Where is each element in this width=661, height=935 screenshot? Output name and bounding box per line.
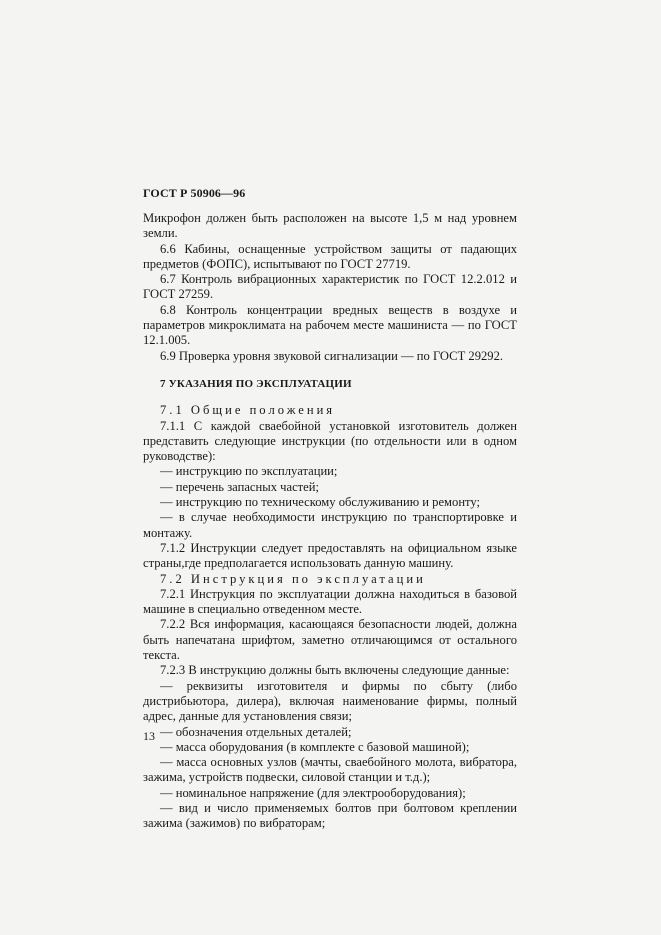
paragraph: 7.2.3 В инструкцию должны быть включены следующие данные:	[160, 663, 510, 678]
paragraph: 7.1.2 Инструкции следует предоставлять на официальном языке страны,где предполагается использовать данную машину.	[143, 540, 517, 571]
section-title: 7 УКАЗАНИЯ ПО ЭКСПЛУАТАЦИИ	[160, 377, 352, 390]
paragraph: 7.1.1 С каждой сваебойной установкой изготовитель должен представить следующие инструкции (по отдельности или в одном руководстве):	[143, 418, 517, 464]
list-item: — масса оборудования (в комплекте с базовой машиной);	[160, 739, 470, 754]
subsection-title: 7.1 Общие положения	[160, 403, 336, 418]
list-item: — реквизиты изготовителя и фирмы по сбыту (либо дистрибьютора, дилера), включая наименование фирмы, полный адрес, данные для установления связи;	[143, 678, 517, 724]
list-item: — обозначения отдельных деталей;	[160, 724, 352, 739]
list-item: — перечень запасных частей;	[160, 479, 320, 494]
paragraph: Микрофон должен быть расположен на высоте 1,5 м над уровнем земли.	[143, 211, 517, 241]
list-item: — масса основных узлов (мачты, сваебойного молота, вибратора, зажима, устройств подвески, силовой станции и т.д.);	[143, 755, 517, 785]
paragraph: 6.9 Проверка уровня звуковой сигнализации — по ГОСТ 29292.	[160, 348, 504, 363]
list-item: — инструкцию по эксплуатации;	[160, 464, 338, 479]
paragraph: 6.8 Контроль концентрации вредных веществ в воздухе и параметров микроклимата на рабочем месте машиниста — по ГОСТ 12.1.005.	[143, 302, 517, 348]
list-item: — вид и число применяемых болтов при болтовом креплении зажима (зажимов) по вибраторам;	[143, 800, 517, 831]
list-item: — в случае необходимости инструкцию по транспортировке и монтажу.	[143, 510, 517, 540]
paragraph: 7.2.2 Вся информация, касающаяся безопасности людей, должна быть напечатана шрифтом, заметно отличающимся от остального текста.	[143, 617, 517, 663]
page-number: 13	[143, 729, 155, 743]
list-item: — инструкцию по техническому обслуживанию и ремонту;	[160, 495, 481, 510]
standard-header: ГОСТ Р 50906—96	[143, 186, 246, 200]
paragraph: 6.7 Контроль вибрационных характеристик по ГОСТ 12.2.012 и ГОСТ 27259.	[143, 272, 517, 302]
paragraph: 6.6 Кабины, оснащенные устройством защиты от падающих предметов (ФОПС), испытывают по ГОСТ 27719.	[143, 241, 517, 271]
body-text	[143, 211, 517, 832]
subsection-title: 7.2 Инструкция по эксплуатации	[160, 571, 426, 586]
list-item: — номинальное напряжение (для электрооборудования);	[160, 785, 466, 800]
paragraph: 7.2.1 Инструкция по эксплуатации должна находиться в базовой машине в специально отведенном месте.	[143, 586, 517, 617]
